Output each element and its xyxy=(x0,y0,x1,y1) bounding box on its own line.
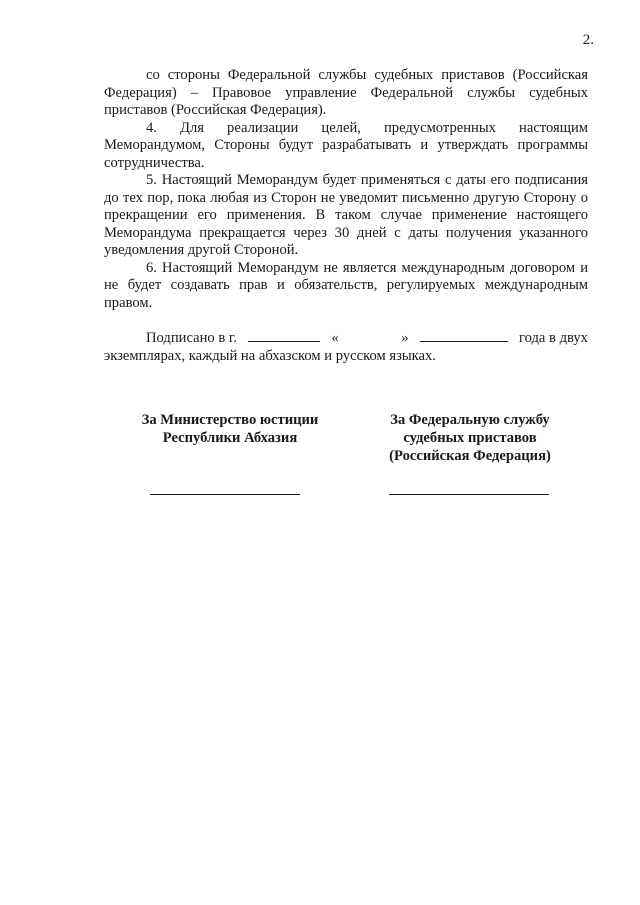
signing-statement xyxy=(104,327,588,365)
signed-in-city-label: Подписано в г. xyxy=(146,330,237,346)
paragraph-5: 5. Настоящий Меморандум будет применяться с даты его подписания до тех пор, пока любая из Сторон не уведомит письменно другую Сторону о прекращении его применения. В таком случае применение настоящего Меморандума прекращается через 30 дней с даты получения указанного уведомления другой Стороной. xyxy=(104,172,588,258)
signing-statement-first-line xyxy=(104,327,588,348)
page-number: 2. xyxy=(582,32,594,48)
paragraph-continuation: со стороны Федеральной службы судебных приставов (Российская Федерация) – Правовое управление Федеральной службы судебных приставов (Российская Федерация). xyxy=(104,67,588,118)
signatory-left-line-2: Республики Абхазия xyxy=(162,430,298,446)
open-quote: « xyxy=(331,330,339,346)
signatory-ministry-of-justice xyxy=(120,411,340,447)
memorandum-body xyxy=(104,67,588,312)
city-blank xyxy=(248,327,320,342)
year-in-two-label: года в двух xyxy=(518,330,588,346)
close-quote: » xyxy=(401,330,409,346)
signature-line-right xyxy=(389,494,549,495)
signatory-right-line-2: судебных приставов xyxy=(403,430,537,446)
signatory-right-line-3: (Российская Федерация) xyxy=(389,448,551,464)
signature-line-left xyxy=(150,494,300,495)
month-blank xyxy=(420,327,508,342)
paragraph-6: 6. Настоящий Меморандум не является международным договором и не будет создавать прав и обязательств, регулируемых международным правом. xyxy=(104,259,588,311)
signing-statement-second-line: экземплярах, каждый на абхазском и русском языках. xyxy=(104,347,436,364)
paragraph-4: 4. Для реализации целей, предусмотренных настоящим Меморандумом, Стороны будут разрабатывать и утверждать программы сотрудничества. xyxy=(104,119,588,171)
signatory-right-line-1: За Федеральную службу xyxy=(390,412,550,428)
signatory-left-line-1: За Министерство юстиции xyxy=(141,412,319,428)
signatory-bailiff-service xyxy=(360,411,580,465)
